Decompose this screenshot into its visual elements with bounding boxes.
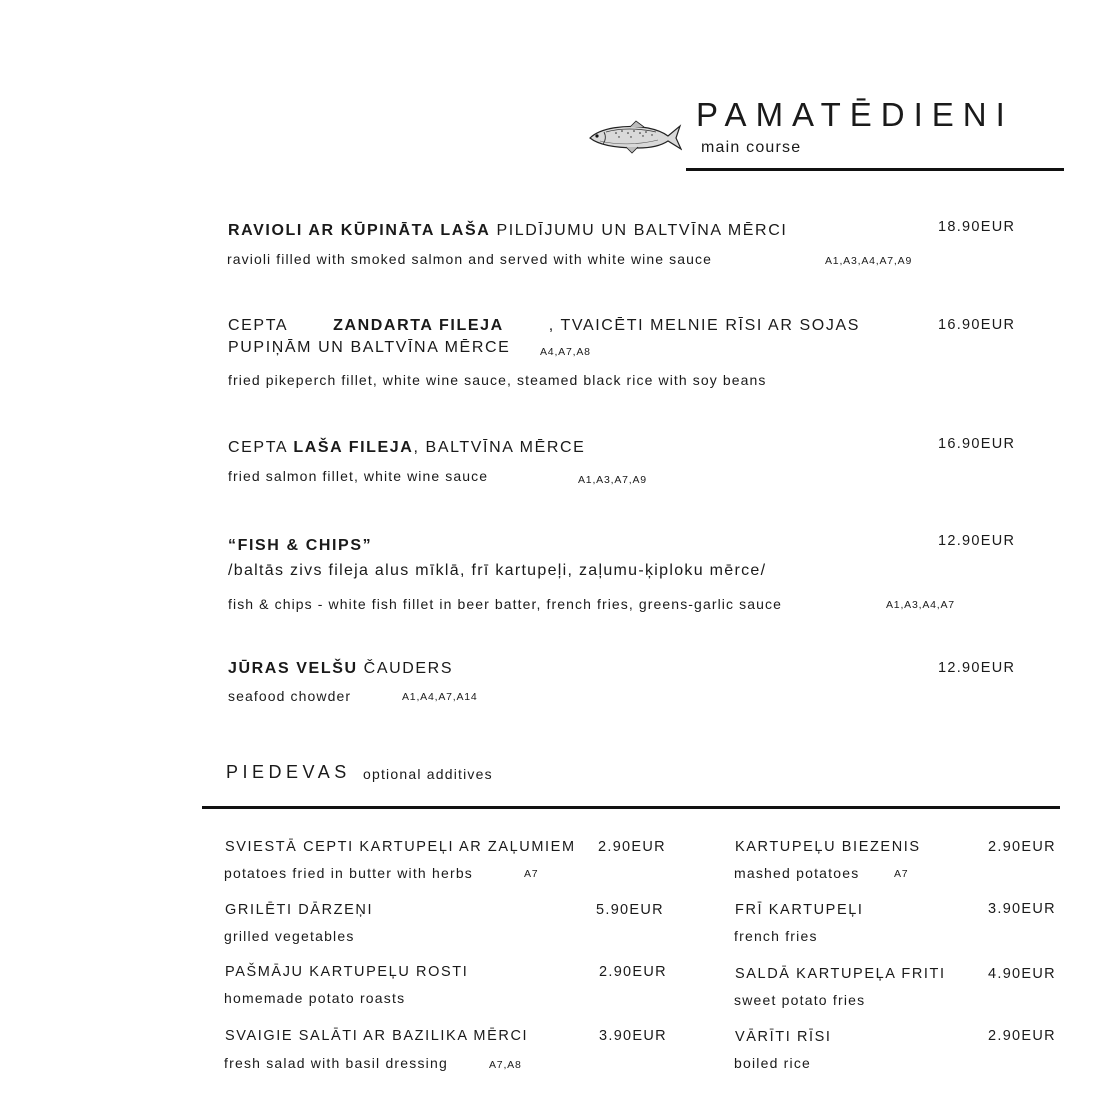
sides-divider — [202, 806, 1060, 809]
header-divider — [686, 168, 1064, 171]
side-description: french fries — [734, 928, 818, 944]
dish-description: fried salmon fillet, white wine sauce — [228, 468, 489, 484]
side-allergens: A7 — [894, 868, 909, 880]
dish-description: fish & chips - white fish fillet in beer batter, french fries, greens-garlic sauce — [228, 596, 782, 612]
sides-section-title: PIEDEVAS — [226, 762, 351, 782]
dish-allergens: A1,A3,A7,A9 — [578, 474, 647, 486]
dish-price: 12.90EUR — [938, 660, 1016, 676]
dish-latvian-description: /baltās zivs fileja alus mīklā, frī kartupeļi, zaļumu-ķiploku mērce/ — [228, 562, 767, 579]
side-price: 2.90EUR — [599, 964, 667, 980]
side-name: PAŠMĀJU KARTUPEĻU ROSTI — [225, 964, 469, 980]
dish-name-line2: PUPIŅĀM UN BALTVĪNA MĒRCE — [228, 339, 511, 356]
side-description: sweet potato fries — [734, 992, 866, 1008]
side-description: homemade potato roasts — [224, 990, 406, 1006]
dish-description: ravioli filled with smoked salmon and served with white wine sauce — [227, 251, 713, 267]
dish-name: RAVIOLI AR KŪPINĀTA LAŠA PILDĪJUMU UN BALTVĪNA MĒRCI — [228, 222, 788, 239]
side-price: 2.90EUR — [988, 1028, 1056, 1044]
side-price: 3.90EUR — [599, 1028, 667, 1044]
side-name: SVAIGIE SALĀTI AR BAZILIKA MĒRCI — [225, 1028, 529, 1044]
dish-allergens: A1,A4,A7,A14 — [402, 691, 478, 703]
dish-name: JŪRAS VELŠU ČAUDERS — [228, 660, 454, 677]
side-price: 2.90EUR — [988, 839, 1056, 855]
side-description: boiled rice — [734, 1055, 812, 1071]
dish-price: 16.90EUR — [938, 317, 1016, 333]
dish-name: CEPTA LAŠA FILEJA, BALTVĪNA MĒRCE — [228, 439, 586, 456]
dish-price: 18.90EUR — [938, 219, 1016, 235]
side-description: potatoes fried in butter with herbs — [224, 865, 474, 881]
side-allergens: A7 — [524, 868, 539, 880]
dish-allergens: A4,A7,A8 — [540, 346, 591, 358]
dish-allergens: A1,A3,A4,A7 — [886, 599, 955, 611]
dish-allergens: A1,A3,A4,A7,A9 — [825, 255, 913, 267]
side-allergens: A7,A8 — [489, 1059, 522, 1071]
salmon-icon — [586, 118, 682, 156]
side-price: 2.90EUR — [598, 839, 666, 855]
side-description: fresh salad with basil dressing — [224, 1055, 448, 1071]
side-name: FRĪ KARTUPEĻI — [735, 902, 864, 918]
side-price: 4.90EUR — [988, 966, 1056, 982]
dish-description: seafood chowder — [228, 688, 352, 704]
side-description: mashed potatoes — [734, 865, 860, 881]
dish-price: 12.90EUR — [938, 533, 1016, 549]
side-price: 5.90EUR — [596, 902, 664, 918]
dish-name: “FISH & CHIPS” — [228, 537, 373, 554]
dish-price: 16.90EUR — [938, 436, 1016, 452]
side-name: VĀRĪTI RĪSI — [735, 1029, 832, 1045]
side-name: SVIESTĀ CEPTI KARTUPEĻI AR ZAĻUMIEM — [225, 839, 576, 855]
side-description: grilled vegetables — [224, 928, 355, 944]
page-title: PAMATĒDIENI — [696, 96, 1014, 133]
side-name: SALDĀ KARTUPEĻA FRITI — [735, 966, 946, 982]
side-price: 3.90EUR — [988, 901, 1056, 917]
side-name: GRILĒTI DĀRZEŅI — [225, 902, 374, 918]
page-subtitle: main course — [701, 139, 802, 156]
dish-name: CEPTA ZANDARTA FILEJA , TVAICĒTI MELNIE RĪSI AR SOJAS — [228, 317, 860, 334]
side-name: KARTUPEĻU BIEZENIS — [735, 839, 921, 855]
sides-section-subtitle: optional additives — [363, 766, 493, 782]
dish-description: fried pikeperch fillet, white wine sauce, steamed black rice with soy beans — [228, 372, 767, 388]
